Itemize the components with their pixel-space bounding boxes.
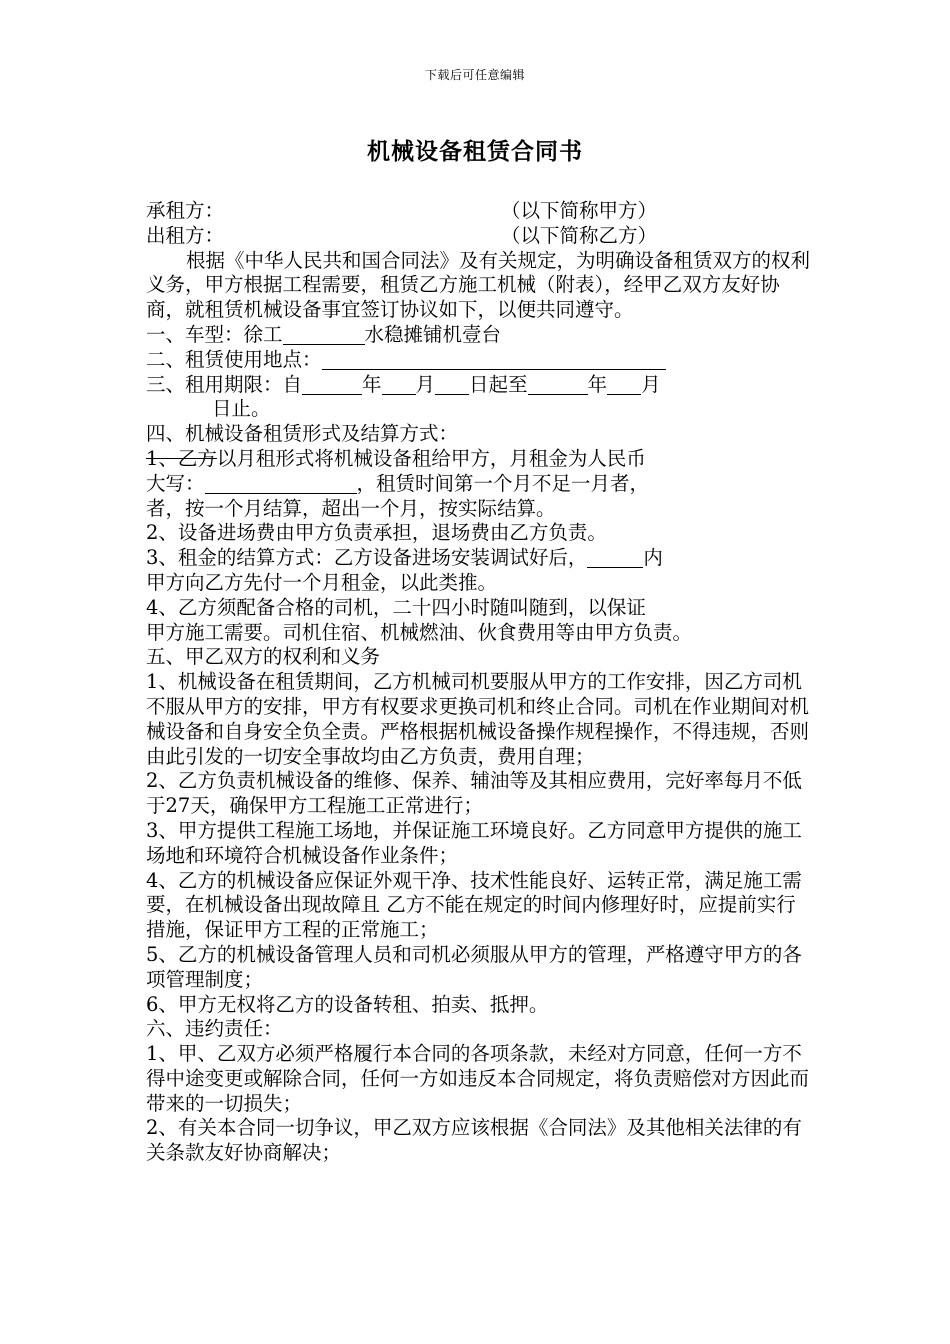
section-4-heading: 四、机械设备租赁形式及结算方式： [146, 422, 459, 446]
lessee-label: 承租方： [146, 199, 225, 222]
section-5-heading: 五、甲乙双方的权利和义务 [146, 645, 381, 669]
item-vehicle-type [146, 323, 810, 348]
clause-5-1: 1、机械设备在租赁期间，乙方机械司机要服从甲方的工作安排，因乙方司机不服从甲方的安排，甲方有权要求更换司机和终止合同。司机在作业期间对机械设备和自身安全负全责。严格根据机械设备操作规程操作，不得违规，否则由此引发的一切安全事故均由乙方负责，费用自理； [146, 670, 810, 768]
end-month-blank [607, 374, 641, 395]
amount-words-blank [205, 473, 357, 494]
term-label: 三、租用期限：自 [146, 372, 303, 396]
clause-5-3: 3、甲方提供工程施工场地，并保证施工环境良好。乙方同意甲方提供的施工场地和环境符合机械设备作业条件； [146, 818, 802, 867]
struck-text: 1、乙方 [146, 446, 217, 470]
clause-4-1-line-2 [146, 472, 810, 497]
clause-4-3-line-2: 甲方向乙方先付一个月租金，以此类推。 [146, 570, 498, 594]
payment-days-blank [587, 547, 643, 568]
page-header: 下载后可任意编辑 [424, 68, 525, 82]
clause-4-2: 2、设备进场费由甲方负责承担，退场费由乙方负责。 [146, 521, 607, 545]
clause-4-3-text: 3、租金的结算方式：乙方设备进场安装调试好后， [146, 546, 588, 570]
clause-4-3-line-1 [146, 546, 810, 571]
clause-5-2: 2、乙方负责机械设备的维修、保养、辅油等及其相应费用，完好率每月不低于27天，确保甲方工程施工正常进行； [146, 769, 802, 818]
lessor-label: 出租方： [146, 223, 225, 247]
clause-5-6: 6、甲方无权将乙方的设备转租、拍卖、抵押。 [146, 992, 549, 1016]
clause-4-4-line-1: 4、乙方须配备合格的司机，二十四小时随叫随到，以保证 [146, 595, 646, 619]
term-month-label: 月 [415, 372, 436, 396]
lessee-note: （以下简称甲方） [501, 199, 658, 222]
clause-4-4-line-2: 甲方施工需要。司机住宿、机械燃油、伙食费用等由甲方负责。 [146, 620, 693, 644]
lessee-line [146, 199, 810, 224]
clause-5-4: 4、乙方的机械设备应保证外观干净、技术性能良好、运转正常，满足施工需要，在机械设备出现故障且 乙方不能在规定的时间内修理好时，应提前实行措施，保证甲方工程的正常施工； [146, 868, 802, 942]
clause-4-1-line-1 [146, 447, 810, 472]
vehicle-type-desc: 水稳摊铺机壹台 [364, 322, 502, 346]
clause-4-1-cont: ，租赁时间第一个月不足一月者， [356, 471, 650, 495]
clause-4-1-line-3: 者，按一个月结算，超出一个月，按实际结算。 [146, 496, 556, 520]
item-term [146, 373, 810, 398]
clause-5-5: 5、乙方的机械设备管理人员和司机必须服从甲方的管理，严格遵守甲方的各项管理制度； [146, 942, 802, 991]
term-end-month-label: 月 [641, 372, 661, 396]
lessor-line [146, 224, 810, 249]
clause-4-3-end: 内 [643, 546, 663, 570]
section-6-heading: 六、违约责任： [146, 1017, 283, 1041]
vehicle-model-blank [283, 324, 365, 345]
item-location [146, 348, 810, 373]
amount-words-label: 大写： [146, 471, 205, 495]
term-year-label: 年 [362, 372, 382, 396]
preamble-paragraph: 根据《中华人民共和国合同法》及有关规定，为明确设备租赁双方的权利义务，甲方根据工程需要，租赁乙方施工机械（附表），经甲乙双方友好协商，就租赁机械设备事宜签订协议如下，以便共同遵守。 [146, 248, 811, 322]
clause-6-2: 2、有关本合同一切争议，甲乙双方应该根据《合同法》及其他相关法律的有关条款友好协商解决； [146, 1116, 802, 1165]
start-day-blank [435, 374, 469, 395]
location-label: 二、租赁使用地点： [146, 347, 322, 371]
document-title: 机械设备租赁合同书 [367, 138, 583, 165]
location-blank [322, 349, 666, 370]
contract-body [146, 199, 810, 1166]
term-end: 日止。 [212, 397, 271, 421]
term-from-label: 日起至 [469, 372, 528, 396]
start-year-blank [302, 374, 362, 395]
end-year-blank [528, 374, 588, 395]
clause-4-1-text: 以月租形式将机械设备租给甲方，月租金为人民币 [216, 446, 646, 470]
vehicle-type-label: 一、车型：徐工 [146, 322, 283, 346]
start-month-blank [382, 374, 416, 395]
clause-6-1: 1、甲、乙双方必须严格履行本合同的各项条款，未经对方同意，任何一方不得中途变更或解除合同，任何一方如违反本合同规定，将负责赔偿对方因此而带来的一切损失； [146, 1042, 810, 1115]
lessor-note: （以下简称乙方） [501, 223, 658, 247]
term-end-year-label: 年 [587, 372, 608, 396]
